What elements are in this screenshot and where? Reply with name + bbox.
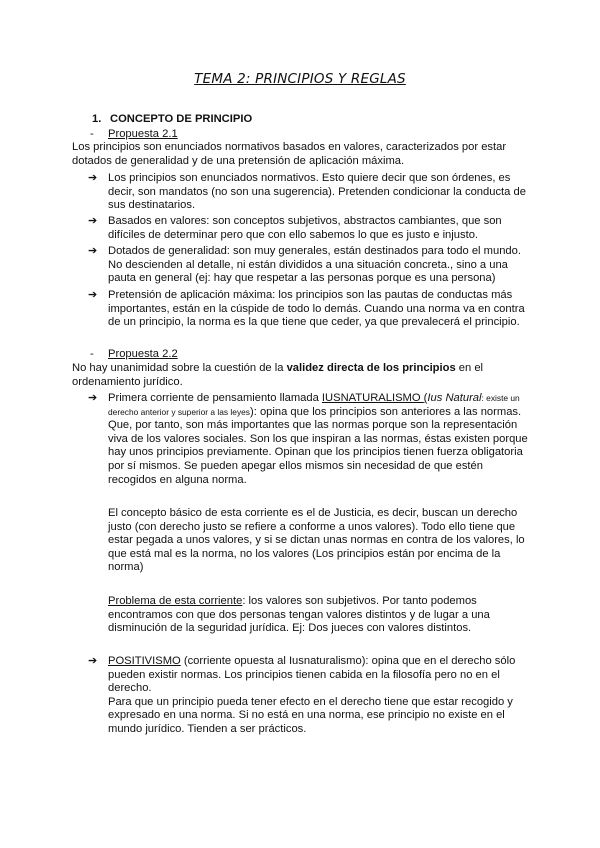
dash-marker: -: [90, 348, 94, 360]
paragraph-text: [72, 362, 532, 389]
section-heading: [92, 112, 252, 126]
text-run: (corriente opuesta al Iusnaturalismo): opina que en el derecho sólo pueden existir normas. Los principios tienen cabida en la filosofía pero no en el derecho.: [108, 655, 516, 695]
bullet-text: Pretensión de aplicación máxima: los principios son las pautas de conductas más importantes, están en la cúspide de todo lo demás. Cuando una norma va en contra de un principio, la norma es la que tiene que ceder, ya que prevalecerá el principio.: [108, 289, 525, 329]
arrow-icon: ➔: [88, 655, 98, 667]
text-run: No hay unanimidad sobre la cuestión de la: [72, 362, 287, 374]
arrow-icon: ➔: [88, 172, 98, 184]
bullet-text: [108, 392, 532, 487]
section-title: CONCEPTO DE PRINCIPIO: [110, 113, 253, 125]
subheading-label: Propuesta 2.1: [108, 128, 178, 140]
paragraph-definition: [72, 141, 532, 168]
paragraph-problema: [108, 595, 532, 636]
subheading-propuesta-2-2: [90, 347, 178, 361]
arrow-icon: ➔: [88, 245, 98, 257]
subheading-label: Propuesta 2.2: [108, 348, 178, 360]
italic-run: Ius Natural: [427, 392, 482, 404]
bold-run: validez directa de los principios: [286, 362, 456, 374]
paragraph-text: Para que un principio pueda tener efecto en el derecho tiene que estar recogido y expresado en una norma. Si no está en una norma, ese principio no existe en el mundo jurídico. Tienden a ser prácticos.: [108, 695, 513, 735]
text-run: (: [423, 392, 428, 404]
arrow-icon: ➔: [88, 215, 98, 227]
paragraph-unanimity: [72, 362, 532, 389]
bullet-text: Los principios son enunciados normativos. Esto quiere decir que son órdenes, es decir, son mandatos (no son una sugerencia). Pretenden condicionar la conducta de sus destinatarios.: [108, 172, 526, 212]
text-run: : los valores son subjetivos. Por tanto podemos encontramos con que dos personas tengan valores distintos y de lugar a una disminución de la seguridad jurídica. Ej: Dos jueces con valores distintos.: [108, 595, 490, 635]
text-run: opina que los principios son anteriores a las normas. Que, por tanto, son más importantes que las normas porque son la representación viva de los valores sociales. Son los que inspiran a las normas, éstas existen porque hay unos principios previamente. Opinan que los principios tienen fuerza obligatoria por sí mismos. Se pueden apegar ellos mismos sin necesidad de que estén recogidos en alguna norma.: [108, 405, 528, 486]
bullet-item: [88, 289, 532, 330]
arrow-icon: ➔: [88, 289, 98, 301]
arrow-icon: ➔: [88, 392, 98, 404]
bullet-item: [88, 215, 532, 242]
underlined-run: Problema de esta corriente: [108, 595, 243, 607]
paragraph-text: [108, 595, 532, 636]
paragraph-justicia: [108, 507, 532, 575]
subheading-propuesta-2-1: [90, 127, 178, 141]
small-run: : existe un derecho anterior y superior a las leyes: [108, 393, 520, 417]
bullet-item-positivismo: [88, 655, 532, 737]
text-run: Primera corriente de pensamiento llamada: [108, 392, 322, 404]
section-number: 1.: [92, 113, 102, 125]
term-iusnaturalismo: IUSNATURALISMO: [321, 392, 424, 404]
text-run: en el ordenamiento jurídico.: [72, 362, 484, 388]
paragraph-text: Los principios son enunciados normativos basados en valores, caracterizados por estar dotados de generalidad y de una pretensión de aplicación máxima.: [72, 141, 507, 167]
bullet-text: [108, 655, 532, 696]
term-positivismo: POSITIVISMO: [108, 655, 181, 667]
bullet-item-iusnaturalismo: [88, 392, 532, 487]
bullet-item: [88, 172, 532, 213]
dash-marker: -: [90, 128, 94, 140]
text-run: ):: [249, 405, 260, 418]
bullet-item: [88, 245, 532, 286]
paragraph-text: El concepto básico de esta corriente es el de Justicia, es decir, buscan un derecho justo (con derecho justo se refiere a conforme a unos valores). Todo ello tiene que estar pegada a unos valores, y si se dictan unas normas en contra de los valores, lo que está mal es la norma, no los valores (Los principios están por encima de la norma): [108, 507, 525, 574]
page-title: TEMA 2: PRINCIPIOS Y REGLAS: [194, 71, 406, 87]
bullet-text: Basados en valores: son conceptos subjetivos, abstractos cambiantes, que son difíciles de determinar pero que con ello sabemos lo que es justo e injusto.: [108, 215, 502, 241]
bullet-text: Dotados de generalidad: son muy generales, están destinados para todo el mundo. No descienden al detalle, ni están divididos a una situación concreta., sino a una pauta en general (ej: hay que respetar a las personas porque es una persona): [108, 245, 521, 285]
